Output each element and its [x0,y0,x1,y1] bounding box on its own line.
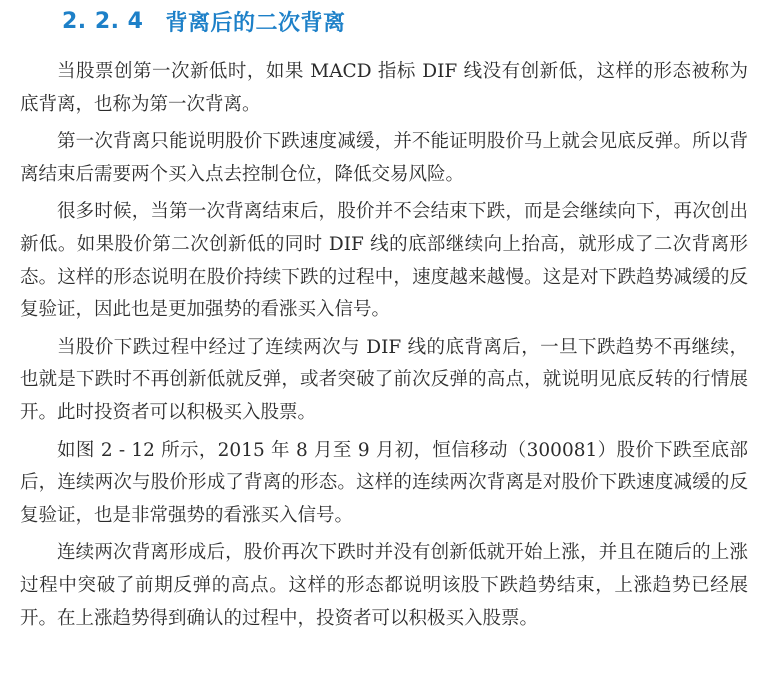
document-body [20,56,748,640]
section-title: 背离后的二次背离 [165,10,346,36]
paragraph-3: 很多时候，当第一次背离结束后，股价并不会结束下跌，而是会继续向下，再次创出新低。如果股价第二次创新低的同时 DIF 线的底部继续向上抬高，就形成了二次背离形态。这样的形态说明在股价持续下跌的过程中，速度越来越慢。这是对下跌趋势减缓的反复验证，因此也是更加强势的看涨买入信号。 [20,201,748,321]
section-number: 2. 2. 4 [62,8,144,34]
paragraph-6: 连续两次背离形成后，股价再次下跌时并没有创新低就开始上涨，并且在随后的上涨过程中突破了前期反弹的高点。这样的形态都说明该股下跌趋势结束，上涨趋势已经展开。在上涨趋势得到确认的过程中，投资者可以积极买入股票。 [20,542,748,629]
section-heading [62,4,345,38]
paragraph-5: 如图 2 - 12 所示，2015 年 8 月至 9 月初，恒信移动（300081）股价下跌至底部后，连续两次与股价形成了背离的形态。这样的连续两次背离是对股价下跌速度减缓的反复验证，也是非常强势的看涨买入信号。 [20,439,748,526]
paragraph-2: 第一次背离只能说明股价下跌速度减缓，并不能证明股价马上就会见底反弹。所以背离结束后需要两个买入点去控制仓位，降低交易风险。 [20,131,748,185]
paragraph-1: 当股票创第一次新低时，如果 MACD 指标 DIF 线没有创新低，这样的形态被称为底背离，也称为第一次背离。 [20,61,748,115]
paragraph-4: 当股价下跌过程中经过了连续两次与 DIF 线的底背离后，一旦下跌趋势不再继续，也就是下跌时不再创新低就反弹，或者突破了前次反弹的高点，就说明见底反转的行情展开。此时投资者可以积极买入股票。 [20,336,748,423]
